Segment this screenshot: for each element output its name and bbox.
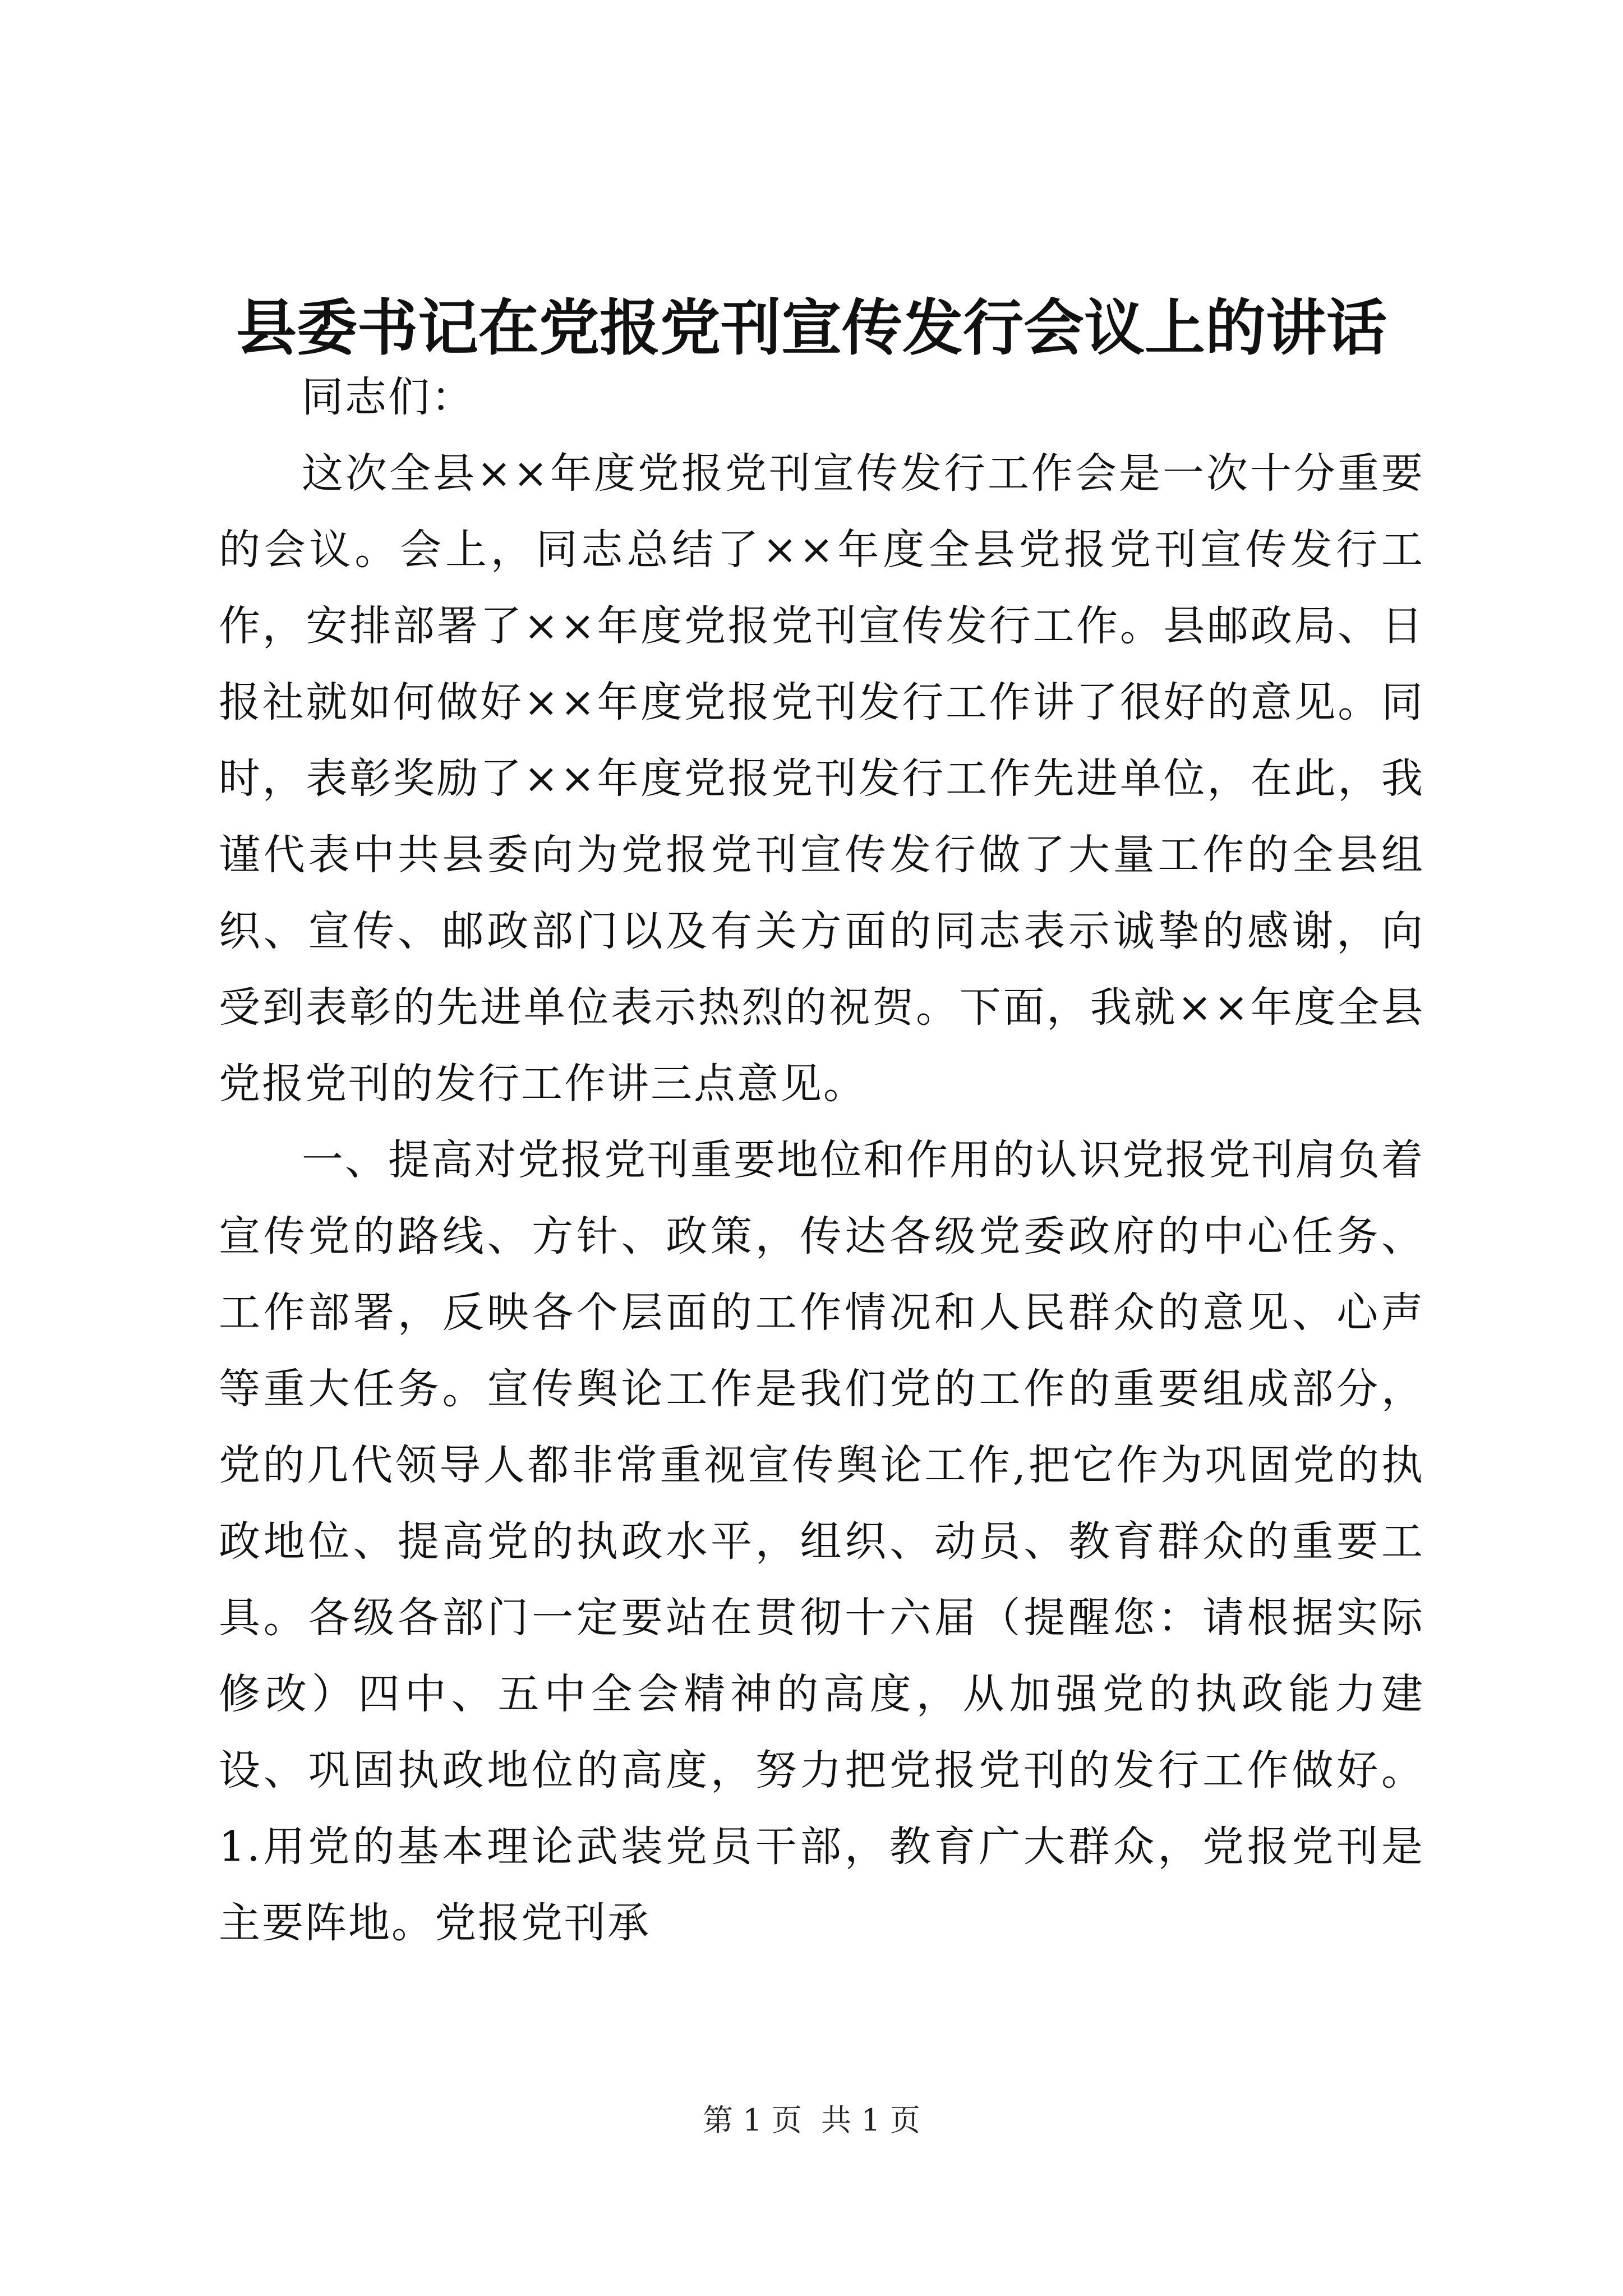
document-title: 县委书记在党报党刊宣传发行会议上的讲话 [236,293,1387,364]
page-footer: 第 1 页 共 1 页 [703,2102,920,2138]
salutation: 同志们： [302,373,474,421]
document-body [219,359,1424,1961]
paragraph-intro: 这次全县××年度党报党刊宣传发行工作会是一次十分重要的会议。会上，同志总结了××年度全县党报党刊宣传发行工作，安排部署了××年度党报党刊宣传发行工作。县邮政局、日报社就如何做好××年度党报党刊发行工作讲了很好的意见。同时，表彰奖励了××年度党报党刊发行工作先进单位，在此，我谨代表中共县委向为党报党刊宣传发行做了大量工作的全县组织、宣传、邮政部门以及有关方面的同志表示诚挚的感谢，向受到表彰的先进单位表示热烈的祝贺。下面，我就××年度全县党报党刊的发行工作讲三点意见。 [219,449,1424,1108]
paragraph-section-one: 一、提高对党报党刊重要地位和作用的认识党报党刊肩负着宣传党的路线、方针、政策，传达各级党委政府的中心任务、工作部署，反映各个层面的工作情况和人民群众的意见、心声等重大任务。宣传舆论工作是我们党的工作的重要组成部分，党的几代领导人都非常重视宣传舆论工作,把它作为巩固党的执政地位、提高党的执政水平，组织、动员、教育群众的重要工具。各级各部门一定要站在贯彻十六届（提醒您：请根据实际修改）四中、五中全会精神的高度，从加强党的执政能力建设、巩固执政地位的高度，努力把党报党刊的发行工作做好。1.用党的基本理论武装党员干部，教育广大群众，党报党刊是主要阵地。党报党刊承 [219,1136,1424,1947]
